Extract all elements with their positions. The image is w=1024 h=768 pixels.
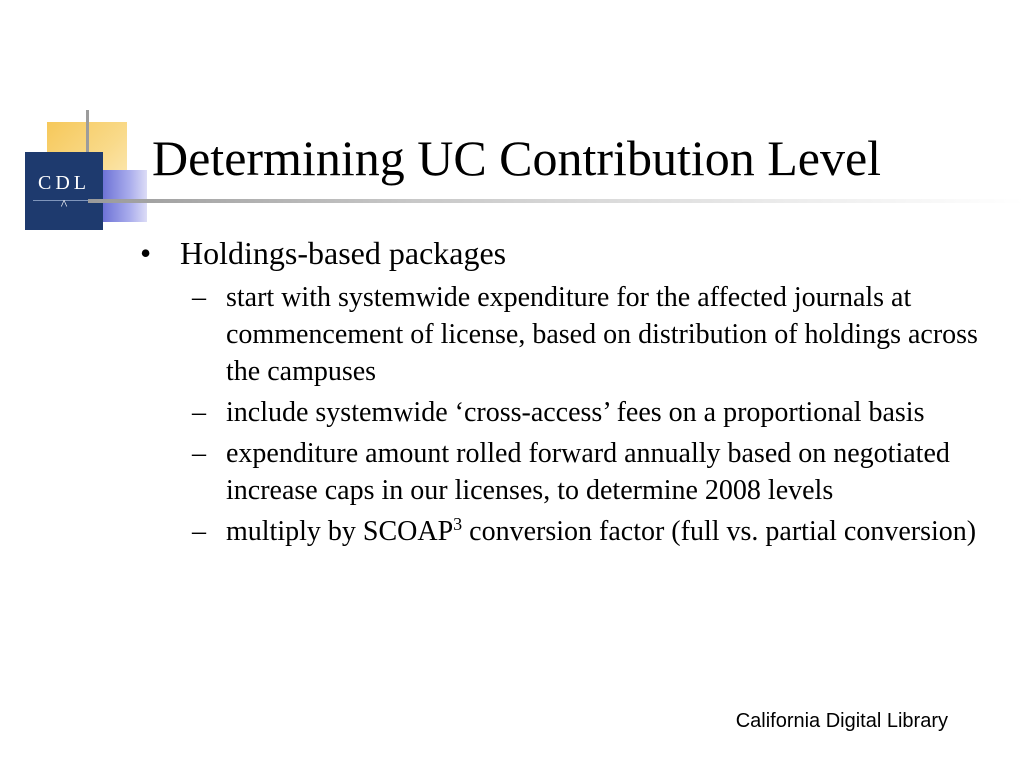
- sub-bullet-item: [140, 513, 1000, 550]
- bullet-item: [140, 231, 1000, 275]
- sub-bullet-text: start with systemwide expenditure for the affected journals at commencement of license, based on distribution of holdings across the campuses: [226, 282, 978, 387]
- dash-icon: –: [192, 282, 206, 313]
- logo-blue-square: [103, 170, 147, 222]
- sub-bullet-text-part: conversion factor (full vs. partial conversion): [462, 516, 977, 547]
- cdl-logo: [0, 0, 160, 240]
- superscript: 3: [453, 514, 463, 534]
- sub-bullet-text: include systemwide ‘cross-access’ fees on a proportional basis: [226, 397, 925, 428]
- logo-text: CDL: [38, 172, 90, 194]
- bullet-text: Holdings-based packages: [180, 235, 507, 271]
- dash-icon: –: [192, 516, 206, 547]
- sub-bullet-text-part: multiply by SCOAP: [226, 516, 454, 547]
- sub-bullet-item: [140, 435, 1000, 509]
- sub-bullet-item: [140, 279, 1000, 390]
- sub-bullet-text: expenditure amount rolled forward annually based on negotiated increase caps in our licenses, to determine 2008 levels: [226, 438, 950, 506]
- dash-icon: –: [192, 438, 206, 469]
- logo-mark-icon: ^: [60, 198, 68, 213]
- title-underline: [88, 199, 1024, 203]
- slide-body: [140, 231, 1000, 550]
- slide-title: Determining UC Contribution Level: [152, 130, 882, 186]
- bullet-icon: •: [140, 235, 152, 271]
- dash-icon: –: [192, 397, 206, 428]
- sub-bullet-item: [140, 394, 1000, 431]
- footer-text: California Digital Library: [735, 710, 948, 732]
- sub-bullet-text: [226, 516, 976, 547]
